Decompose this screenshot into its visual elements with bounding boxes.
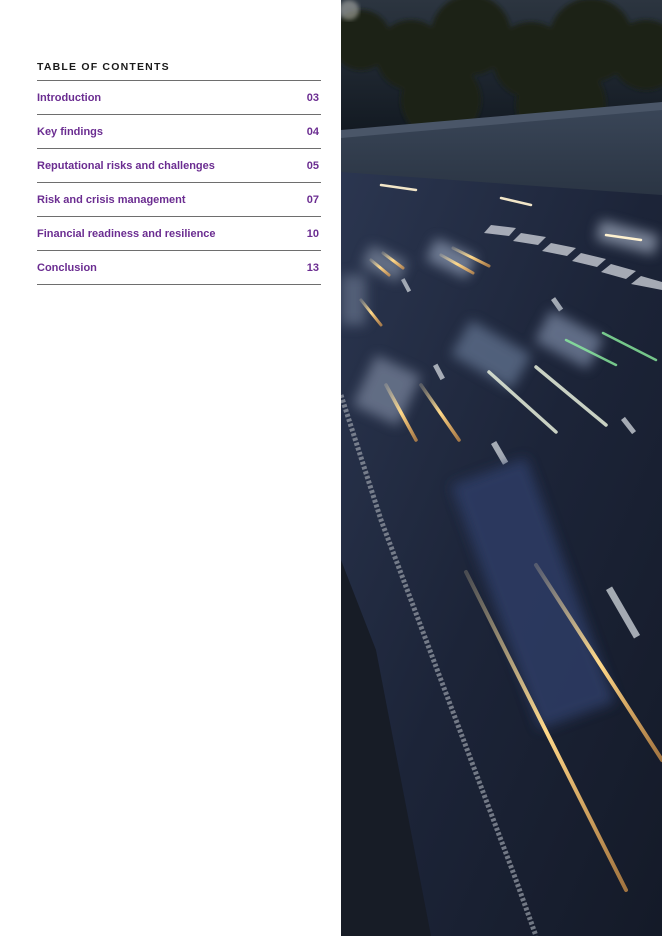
- highway-night-photo: [341, 0, 662, 936]
- toc-item-label: Reputational risks and challenges: [37, 159, 215, 172]
- toc-item-introduction[interactable]: [37, 81, 321, 115]
- toc-item-label: Conclusion: [37, 261, 97, 274]
- toc-item-label: Key findings: [37, 125, 104, 138]
- table-of-contents: [37, 60, 321, 285]
- toc-item-page: 13: [306, 261, 319, 274]
- toc-item-page: 07: [306, 193, 319, 206]
- toc-item-financial-readiness[interactable]: [37, 217, 321, 251]
- toc-item-page: 04: [306, 125, 319, 138]
- toc-item-label: Financial readiness and resilience: [37, 227, 216, 240]
- toc-item-risk-crisis-management[interactable]: [37, 183, 321, 217]
- toc-heading: TABLE OF CONTENTS: [37, 60, 321, 81]
- toc-item-page: 10: [306, 227, 319, 240]
- toc-item-page: 05: [306, 159, 319, 172]
- toc-item-conclusion[interactable]: [37, 251, 321, 285]
- toc-list: [37, 81, 321, 285]
- toc-item-label: Introduction: [37, 91, 102, 104]
- toc-item-page: 03: [306, 91, 319, 104]
- toc-item-key-findings[interactable]: [37, 115, 321, 149]
- toc-item-reputational-risks[interactable]: [37, 149, 321, 183]
- toc-item-label: Risk and crisis management: [37, 193, 186, 206]
